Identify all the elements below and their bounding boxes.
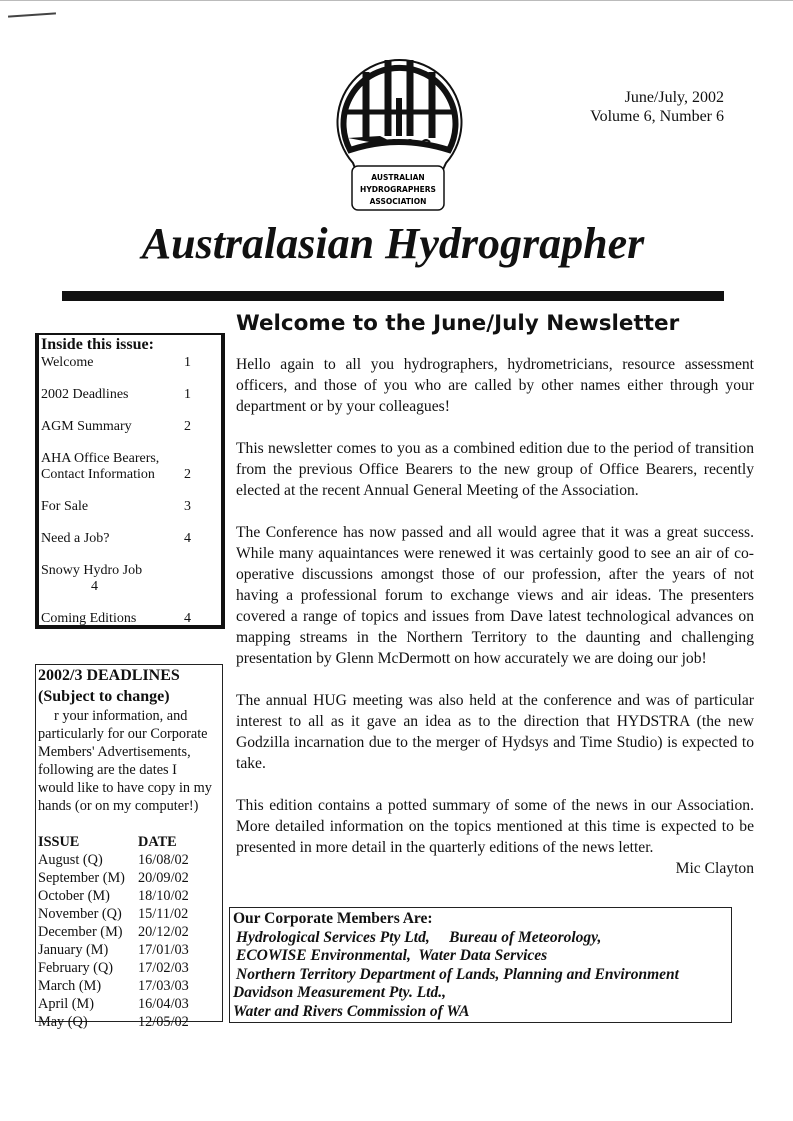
toc-item xyxy=(41,531,221,547)
deadlines-heading: 2002/3 DEADLINES xyxy=(38,667,180,684)
deadline-issue: April (M) xyxy=(38,996,94,1012)
deadlines-intro: particularly for our Corporate xyxy=(38,726,208,742)
deadline-issue: October (M) xyxy=(38,888,110,904)
toc-page: 4 xyxy=(184,531,191,546)
article-paragraph: Hello again to all you hydrographers, hydrometricians, resource assessment officers, and those of you who are called by other names either through your department or by your colleagues! xyxy=(236,356,754,415)
deadline-date: 20/09/02 xyxy=(138,870,189,886)
logo-line: HYDROGRAPHERS xyxy=(360,185,436,194)
aha-logo xyxy=(328,38,468,213)
corporate-line: Water and Rivers Commission of WA xyxy=(233,1002,470,1020)
toc-page: 4 xyxy=(184,611,191,626)
toc-page: 1 xyxy=(184,355,191,370)
deadline-issue: August (Q) xyxy=(38,852,103,868)
corporate-members-box xyxy=(229,907,732,1023)
deadline-row xyxy=(38,905,222,923)
deadlines-box xyxy=(35,664,223,1030)
deadlines-subheading: (Subject to change) xyxy=(38,688,170,705)
header-rule xyxy=(62,291,724,301)
deadline-row xyxy=(38,995,222,1013)
deadline-date: 17/02/03 xyxy=(138,960,189,976)
article-headline: Welcome to the June/July Newsletter xyxy=(236,311,680,336)
col-issue: ISSUE xyxy=(38,834,80,850)
logo-line: ASSOCIATION xyxy=(369,197,427,206)
issue-info xyxy=(560,88,724,126)
deadline-row xyxy=(38,941,222,959)
deadline-date: 12/05/02 xyxy=(138,1014,189,1030)
deadlines-intro: would like to have copy in my xyxy=(38,780,212,796)
toc-item xyxy=(41,355,221,371)
deadline-row xyxy=(38,869,222,887)
corporate-heading: Our Corporate Members Are: xyxy=(233,910,433,927)
deadline-issue: September (M) xyxy=(38,870,125,886)
deadline-issue: February (Q) xyxy=(38,960,114,976)
scan-edge xyxy=(0,0,793,1)
toc-label: AGM Summary xyxy=(41,419,132,434)
deadline-issue: December (M) xyxy=(38,924,123,940)
deadline-row xyxy=(38,887,222,905)
deadline-date: 20/12/02 xyxy=(138,924,189,940)
deadlines-intro: Members' Advertisements, xyxy=(38,744,191,760)
toc-page: 1 xyxy=(184,387,191,402)
deadline-date: 16/04/03 xyxy=(138,996,189,1012)
deadline-row xyxy=(38,851,222,869)
deadline-issue: May (Q) xyxy=(38,1014,88,1030)
deadline-issue: November (Q) xyxy=(38,906,122,922)
deadline-date: 15/11/02 xyxy=(138,906,189,922)
deadline-row xyxy=(38,977,222,995)
toc-item xyxy=(41,499,221,515)
toc-label: Snowy Hydro Job xyxy=(41,563,143,578)
article-paragraph: This newsletter comes to you as a combined edition due to the period of transition from the previous Office Bearers to the new group of Office Bearers, recently elected at the recent Annual General Meeting of the Association. xyxy=(236,440,754,499)
article-paragraph: The Conference has now passed and all would agree that it was a great success. While many aquaintances were renewed it was certainly good to see an air of co-operative discussions amongst those of our profession, after the years of not having a professional forum to exchange views and air ideas. The presenters covered a range of topics and issues from Dave latest technological advances on mapping streams in the Northern Territory to the daunting and challenging presentation by Glenn McDermott on how accurately we are doing our job! xyxy=(236,524,754,667)
corporate-line: Davidson Measurement Pty. Ltd., xyxy=(233,984,446,1001)
toc-item xyxy=(41,563,221,595)
toc-page: 4 xyxy=(91,579,98,594)
toc-label: Contact Information xyxy=(41,467,155,482)
deadline-row xyxy=(38,959,222,977)
toc-item xyxy=(41,419,221,435)
toc-page: 2 xyxy=(184,419,191,434)
toc-label: Need a Job? xyxy=(41,531,110,546)
article-body xyxy=(236,354,754,879)
toc-label: 2002 Deadlines xyxy=(41,387,129,402)
article-signature: Mic Clayton xyxy=(675,860,754,877)
deadlines-header-row xyxy=(38,833,222,851)
col-date: DATE xyxy=(138,834,177,850)
deadlines-intro: following are the dates I xyxy=(38,762,177,778)
deadline-date: 17/01/03 xyxy=(138,942,189,958)
inside-this-issue-box xyxy=(35,333,225,629)
corporate-line: Hydrological Services Pty Ltd, Bureau of Meteorology, xyxy=(236,928,602,946)
toc-label: Coming Editions xyxy=(41,611,137,626)
deadline-row xyxy=(38,923,222,941)
deadline-issue: March (M) xyxy=(38,978,102,994)
deadline-date: 16/08/02 xyxy=(138,852,189,868)
deadline-date: 17/03/03 xyxy=(138,978,189,994)
deadlines-intro: hands (or on my computer!) xyxy=(38,798,199,814)
deadlines-intro: r your information, and xyxy=(54,708,188,724)
scan-mark xyxy=(8,12,56,17)
deadline-row xyxy=(38,1013,222,1031)
article-paragraph: The annual HUG meeting was also held at the conference and was of particular interest to all as it gave an idea as to the direction that HYDSTRA (the new Godzilla incarnation due to the merger of Hydsys and Time Studio) is expected to take. xyxy=(236,692,754,772)
toc-label: For Sale xyxy=(41,499,89,514)
corporate-line: Northern Territory Department of Lands, Planning and Environment xyxy=(236,965,679,983)
deadline-issue: January (M) xyxy=(38,942,109,958)
toc-item xyxy=(41,387,221,403)
toc-label: Welcome xyxy=(41,355,94,370)
corporate-line: ECOWISE Environmental, Water Data Services xyxy=(236,947,548,964)
toc-item xyxy=(41,451,221,483)
toc-label: AHA Office Bearers, xyxy=(41,451,160,466)
toc-item xyxy=(41,611,221,627)
logo-line: AUSTRALIAN xyxy=(371,173,425,182)
deadline-date: 18/10/02 xyxy=(138,888,189,904)
toc-page: 3 xyxy=(184,499,191,514)
article-paragraph: This edition contains a potted summary of some of the news in our Association. More detailed information on the topics mentioned at this time is expected to be presented in more detail in the quarterly editions of the news letter. xyxy=(236,797,754,856)
issue-volume: Volume 6, Number 6 xyxy=(590,108,724,125)
toc-heading: Inside this issue: xyxy=(41,336,154,353)
newsletter-title: Australasian Hydrographer xyxy=(141,219,645,268)
toc-page: 2 xyxy=(184,467,191,482)
issue-date: June/July, 2002 xyxy=(624,89,724,106)
